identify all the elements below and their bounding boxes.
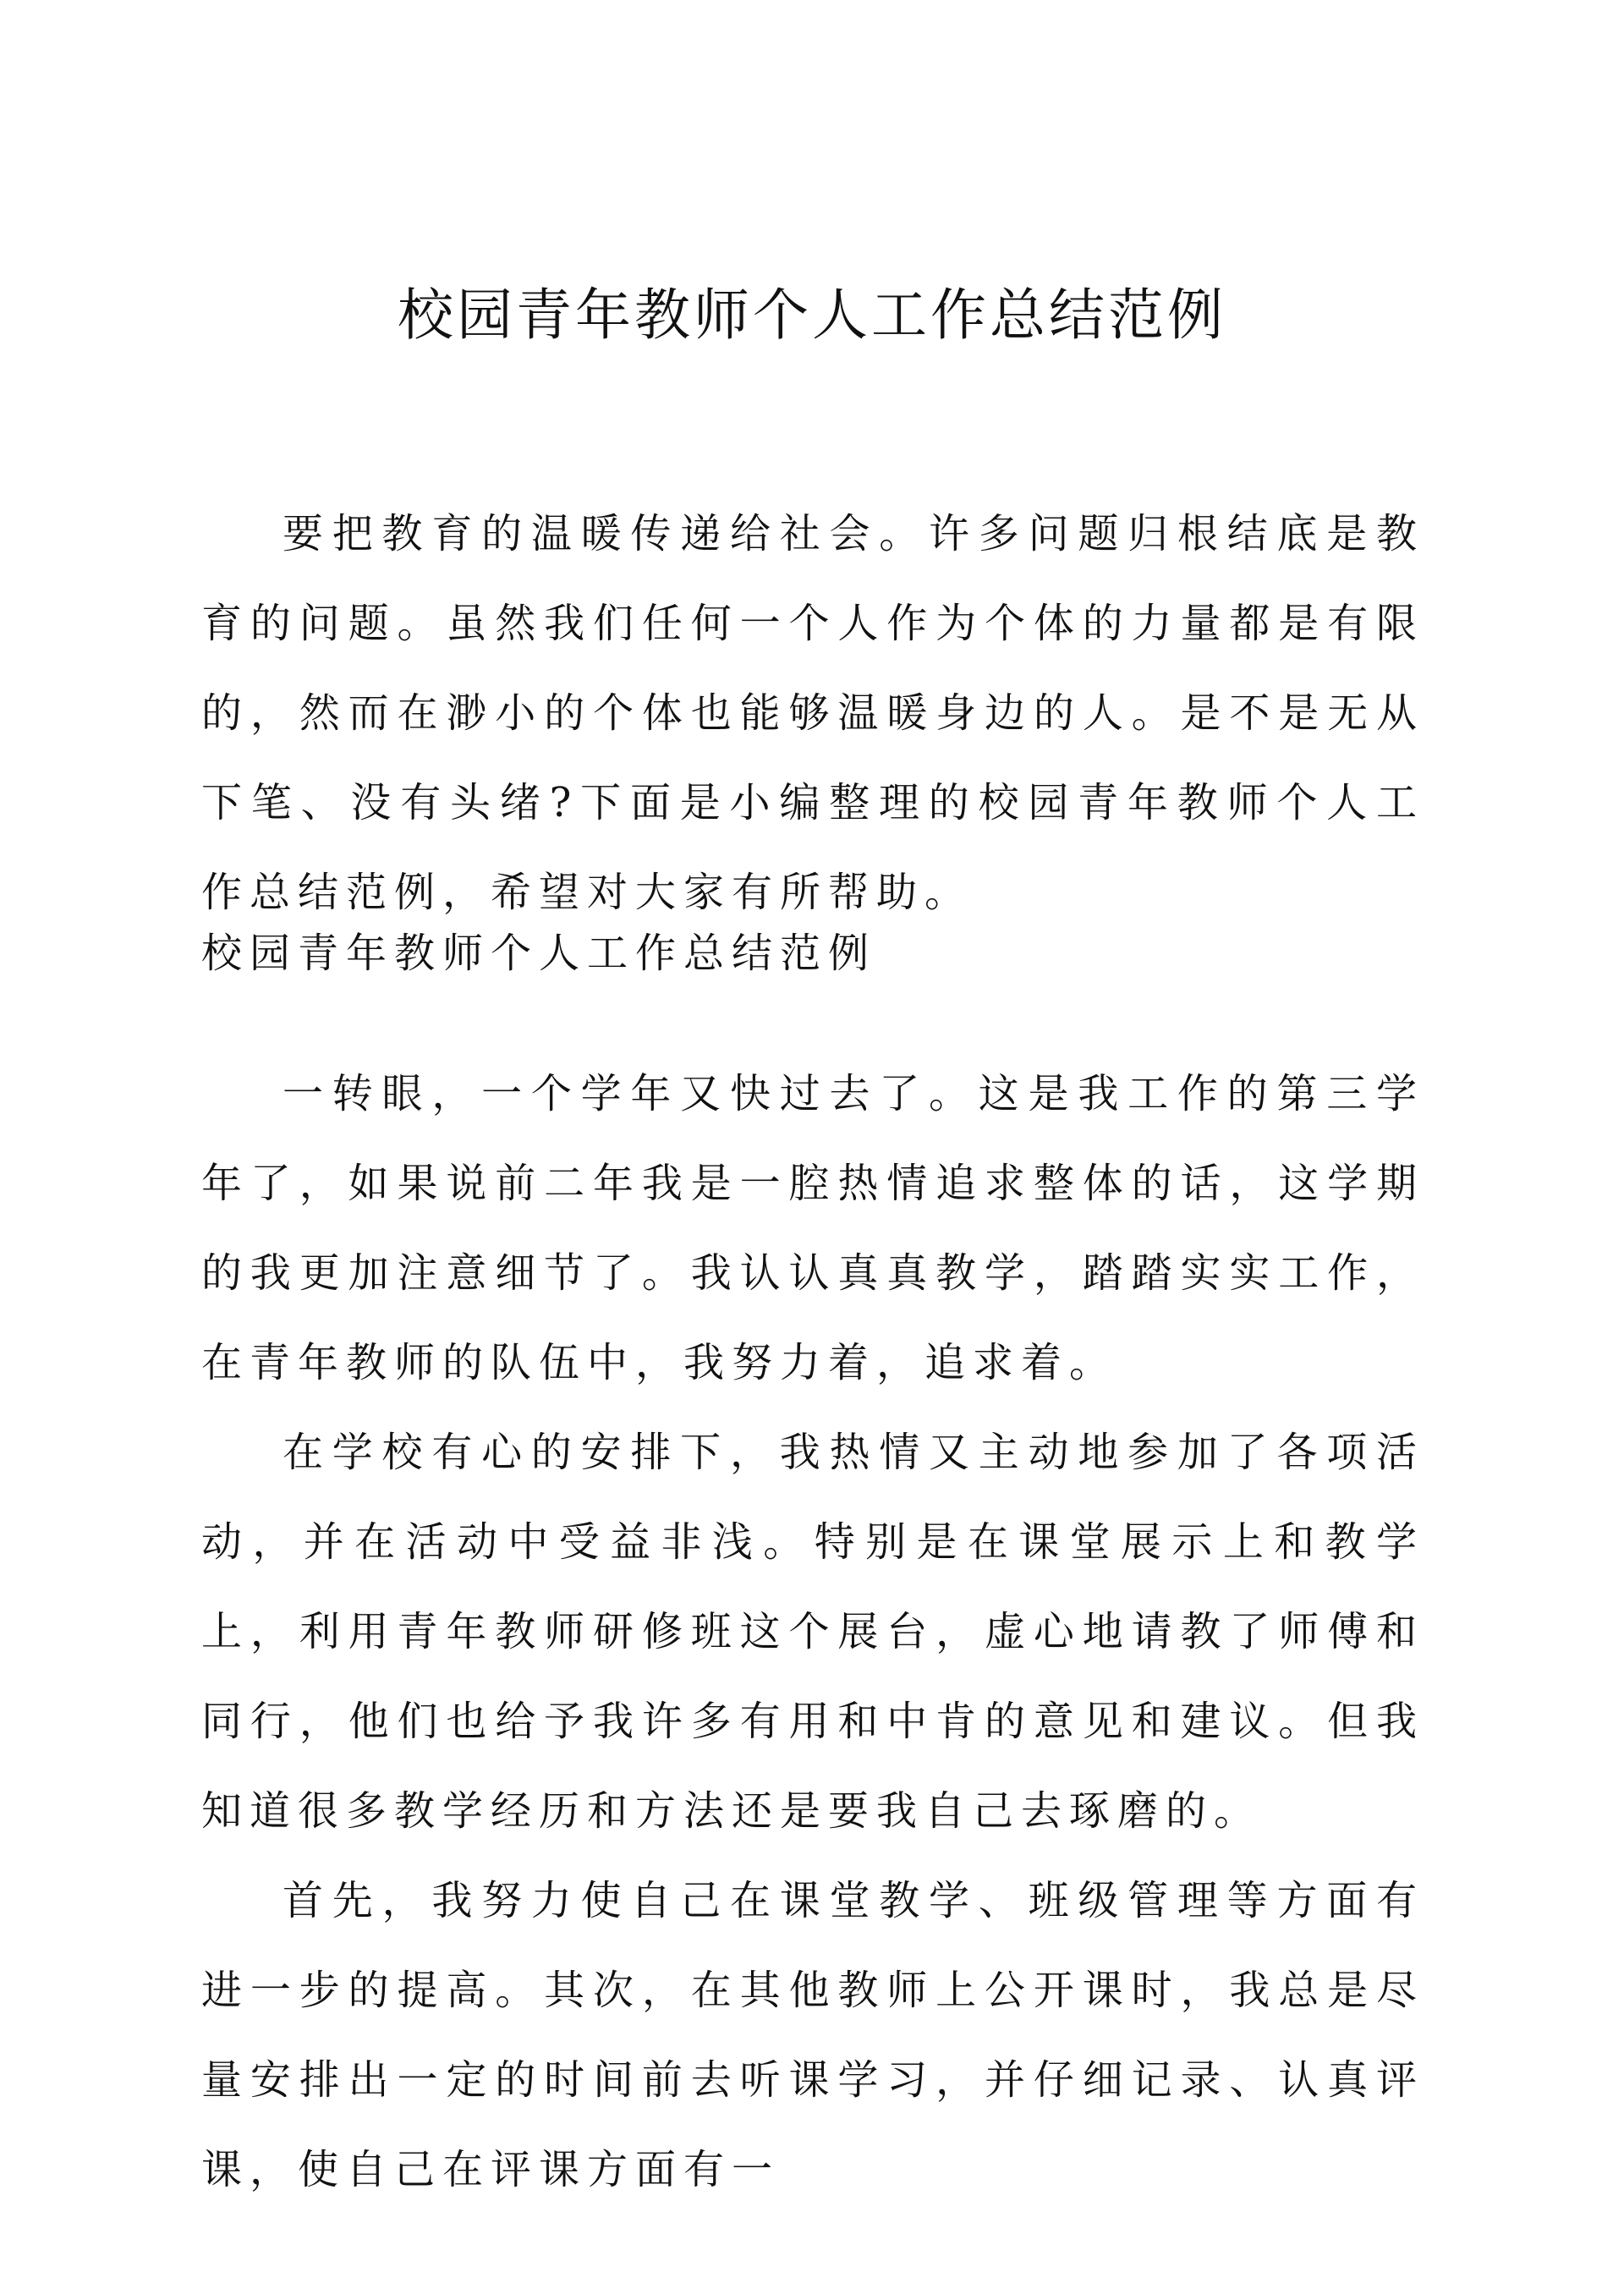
intro-section — [201, 489, 1424, 937]
intro-paragraph: 要把教育的温暖传递给社会。许多问题归根结底是教育的问题。虽然我们任何一个人作为个体的力量都是有限的，然而在渺小的个体也能够温暖身边的人。是不是无从下笔、没有头绪?下面是小编整理的校园青年教师个人工作总结范例，希望对大家有所帮助。 — [201, 510, 1424, 916]
section-subtitle: 校园青年教师个人工作总结范例 — [201, 930, 877, 977]
subtitle-section — [201, 908, 1424, 998]
document-title: 校园青年教师个人工作总结范例 — [398, 283, 1226, 348]
body-paragraph: 在学校有心的安排下，我热情又主动地参加了各项活动，并在活动中受益非浅。特别是在课堂展示上和教学上，利用青年教师研修班这个展台，虚心地请教了师傅和同行，他们也给予我许多有用和中肯的意见和建议。但我知道很多教学经历和方法还是要我自己去琢磨的。 — [201, 1429, 1424, 1835]
main-body — [201, 1049, 1424, 2214]
body-paragraph: 一转眼，一个学年又快过去了。这是我工作的第三学年了，如果说前二年我是一腔热情追求整体的话，这学期的我更加注意细节了。我认认真真教学，踏踏实实工作，在青年教师的队伍中，我努力着，追求着。 — [201, 1070, 1424, 1386]
body-paragraph: 首先，我努力使自己在课堂教学、班级管理等方面有进一步的提高。其次，在其他教师上公开课时，我总是尽量安排出一定的时间前去听课学习，并仔细记录、认真评课，使自己在评课方面有一 — [201, 1877, 1424, 2193]
